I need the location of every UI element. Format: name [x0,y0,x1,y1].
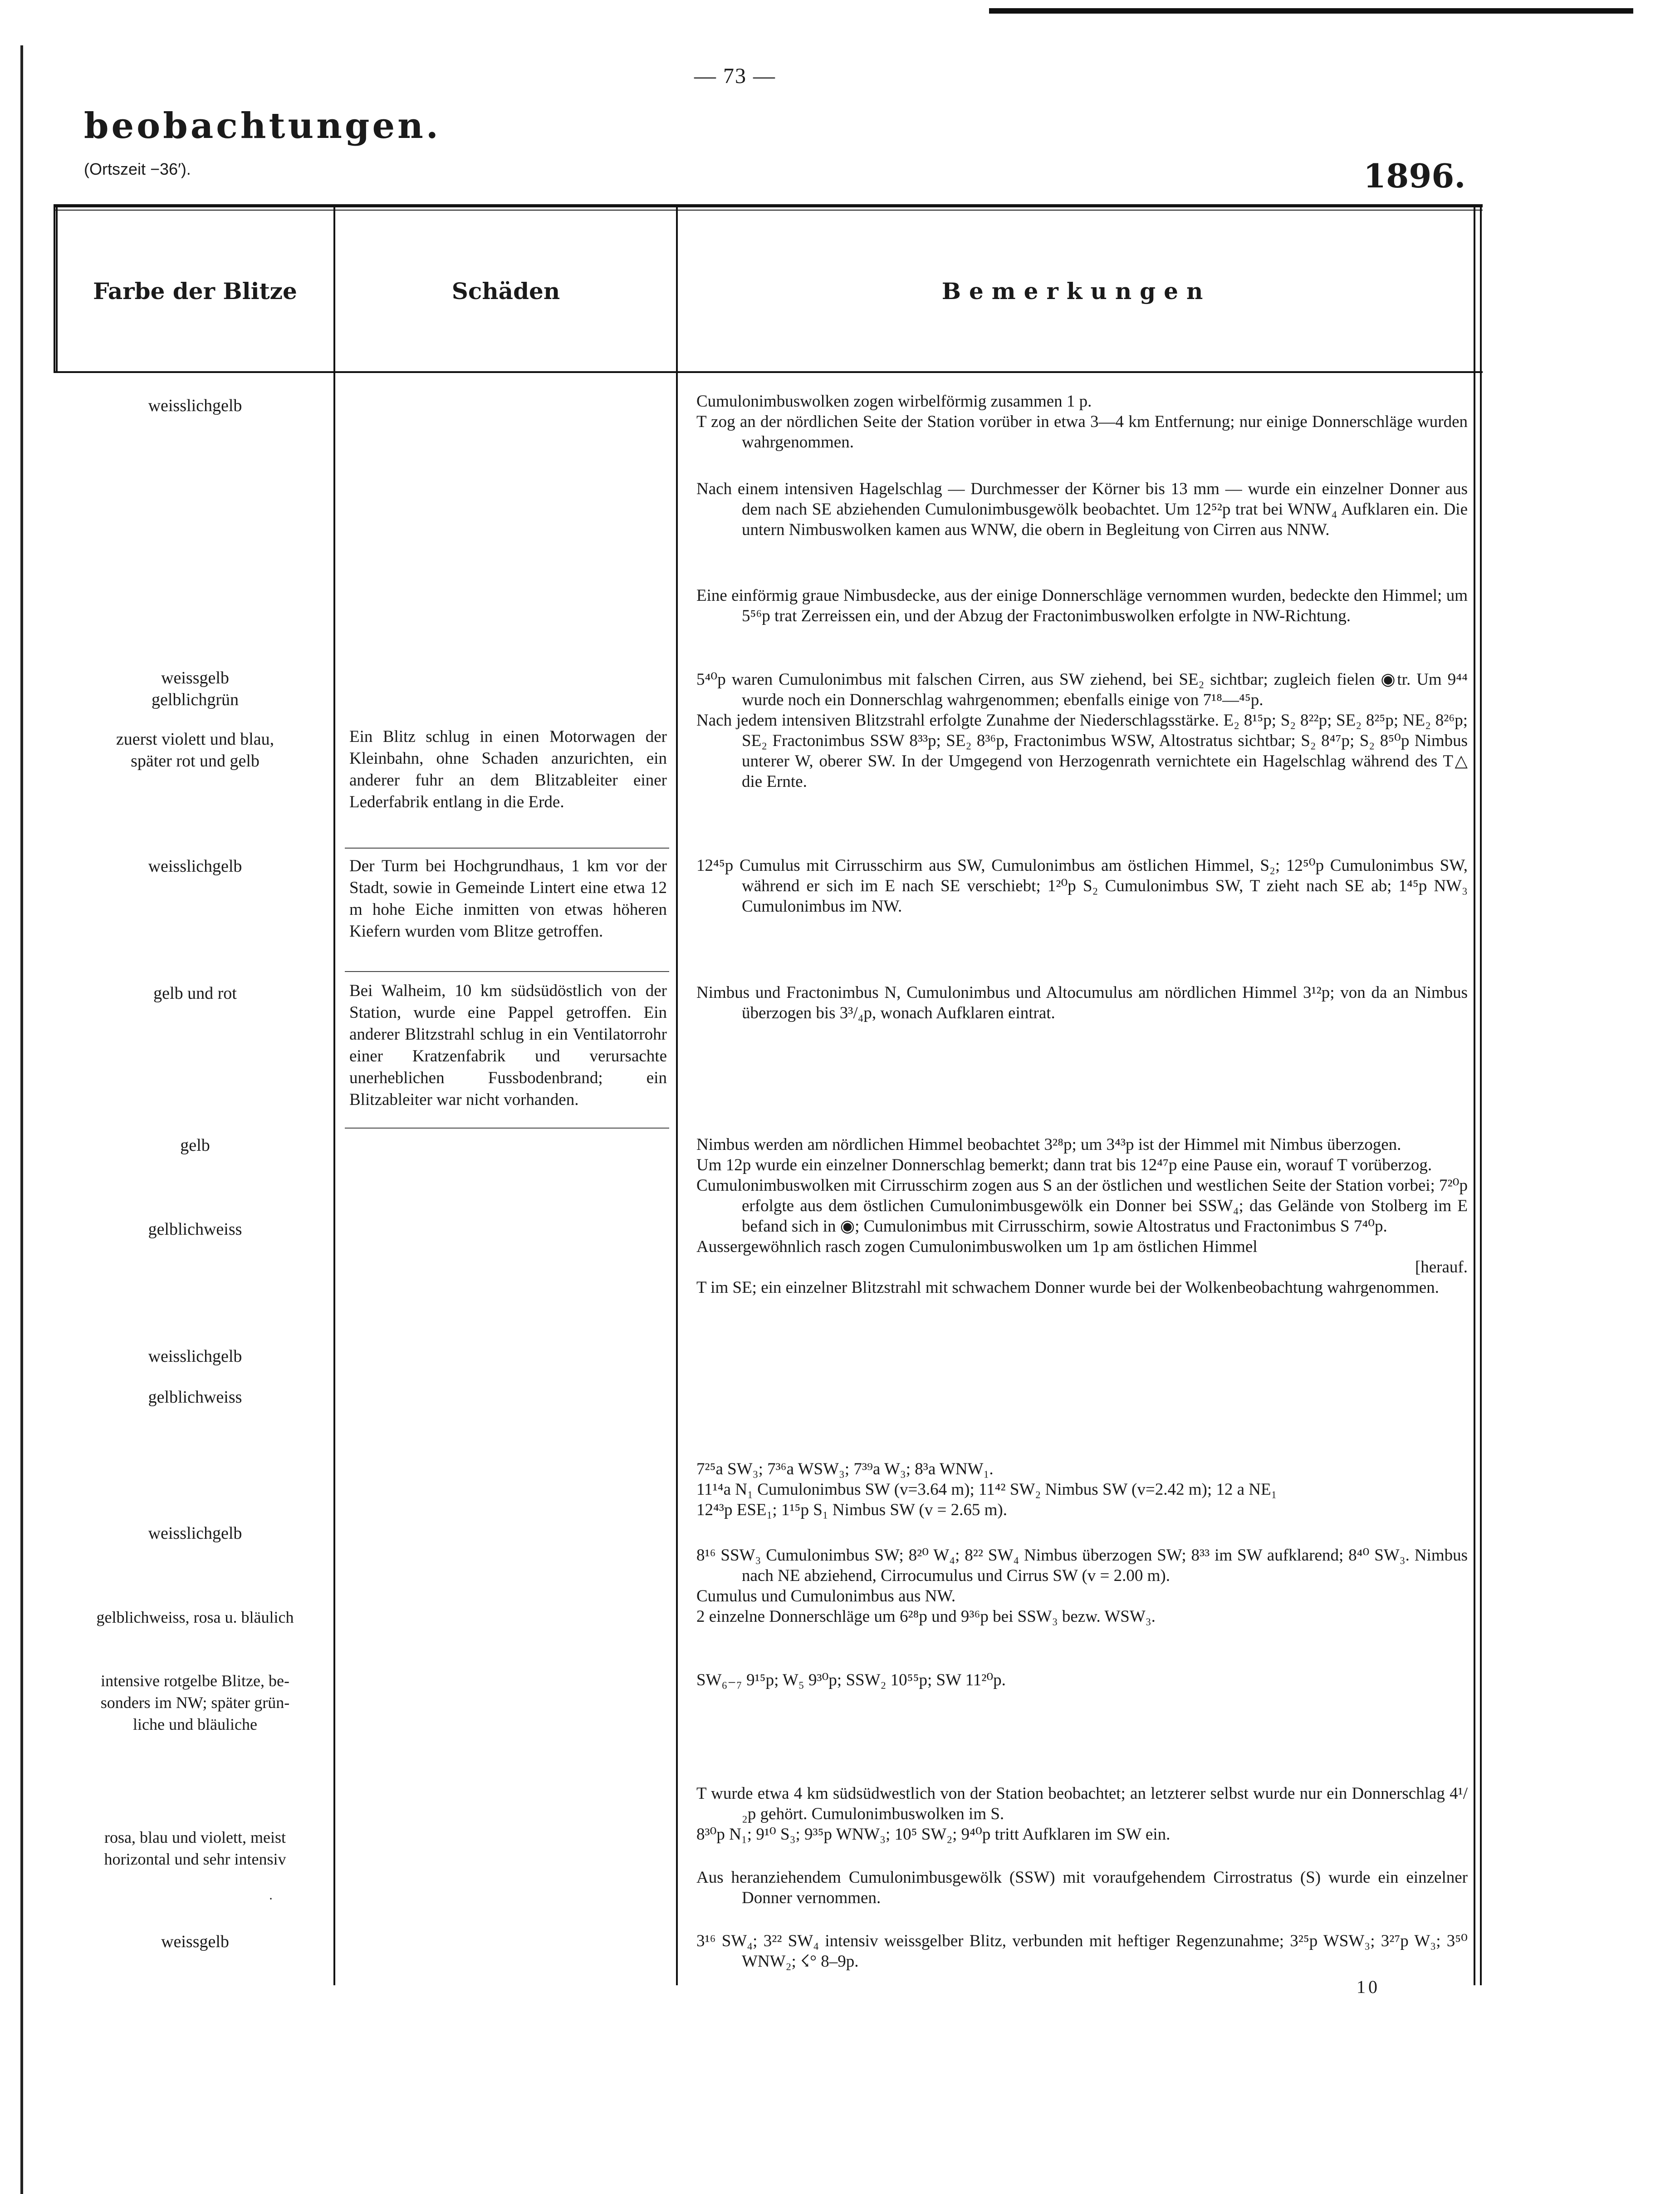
remark-line: Cumulonimbuswolken zogen wirbelförmig zusammen 1 p. [696,392,1092,411]
color-entry: weisslichgelb [148,1524,242,1543]
color-entry: weissgelb [161,1932,229,1951]
color-entry: sonders im NW; später grün- [100,1693,290,1712]
remark-line: Cumulus und Cumulonimbus aus NW. [696,1587,956,1605]
top-rule [989,8,1633,14]
table-header-rule [54,371,1483,373]
column-header-farbe: Farbe der Blitze [93,278,297,304]
table-top-rule [54,204,1483,207]
damage-entry: Ein Blitz schlug in einen Motorwagen der Kleinbahn, ohne Schaden anzurichten, ein anderer fuhr an dem Blitzableiter einer Lederfabrik entlang in die Erde. [349,727,667,811]
remark-block [696,585,1468,626]
remark-line: Aussergewöhnlich rasch zogen Cumulonimbuswolken um 1p am östlichen Himmel [696,1237,1258,1256]
remark-line: Nach jedem intensiven Blitzstrahl erfolgte Zunahme der Niederschlagsstärke. E₂ 8¹⁵p; S₂ 8²²p; SE₂ 8²⁵p; NE₂ 8²⁶p; SE₂ Fractonimbus SSW 8³³p; SE₂ 8³⁶p, Fractonimbus WSW, Altostratus sichtbar; S₂ 8⁴⁷p; S₂ 8⁵⁰p Nimbus unterer W, oberer SW. In der Umgegend von Herzogenrath vernichtete ein Hagelschlag während des T△ die Ernte. [696,711,1468,791]
remark-line: Nimbus werden am nördlichen Himmel beobachtet 3²⁸p; um 3⁴³p ist der Himmel mit Nimbus überzogen. [696,1135,1401,1154]
remark-line: Nimbus und Fractonimbus N, Cumulonimbus und Altocumulus am nördlichen Himmel 3¹²p; von da an Nimbus überzogen bis 3³/₄p, wonach Aufklaren eintrat. [696,983,1468,1022]
column-header-schaeden: Schäden [451,278,560,304]
remark-block [696,479,1468,540]
remark-line: Um 12p wurde ein einzelner Donnerschlag bemerkt; dann trat bis 12⁴⁷p eine Pause ein, worauf T vorüberzog. [696,1156,1432,1174]
column-divider-1 [333,206,335,1985]
remark-line: 11¹⁴a N₁ Cumulonimbus SW (v=3.64 m); 11⁴² SW₂ Nimbus SW (v=2.42 m); 12 a NE₁ [696,1480,1277,1499]
color-entry: liche und bläuliche [133,1715,257,1733]
sheet-number: 10 [1357,1977,1380,1997]
color-entry: gelblichgrün [151,690,239,709]
remark-block [696,1545,1468,1627]
remark-block [696,982,1468,1023]
remark-line: Nach einem intensiven Hagelschlag — Durchmesser der Körner bis 13 mm — wurde ein einzelner Donner aus dem nach SE abziehenden Cumulonimbusgewölk beobachtet. Um 12⁵²p trat bei WNW₄ Aufklaren ein. Die untern Nimbuswolken kamen aus WNW, die obern in Begleitung von Cirren aus NNW. [696,480,1468,539]
remark-line: Aus heranziehendem Cumulonimbusgewölk (SSW) mit voraufgehendem Cirrostratus (S) wurde ein einzelner Donner vernommen. [696,1868,1468,1907]
color-entry: weisslichgelb [148,1347,242,1366]
remark-line: 12⁴³p ESE₁; 1¹⁵p S₁ Nimbus SW (v = 2.65 m). [696,1501,1007,1519]
remark-block [696,1783,1468,1845]
color-entry: weissgelb [161,668,229,687]
remark-block [696,669,1468,792]
page-number: — 73 — [694,64,776,88]
remark-line: 8¹⁶ SSW₃ Cumulonimbus SW; 8²⁰ W₄; 8²² SW₄ Nimbus überzogen SW; 8³³ im SW aufklarend; 8⁴⁰ SW₃. Nimbus nach NE abziehend, Cirrocumulus und Cirrus SW (v = 2.00 m). [696,1546,1468,1585]
remark-line: 7²⁵a SW₃; 7³⁶a WSW₃; 7³⁹a W₃; 8³a WNW₁. [696,1460,994,1478]
damage-entry: Der Turm bei Hochgrundhaus, 1 km vor der Stadt, sowie in Gemeinde Lintert eine etwa 12 m hohe Eiche inmitten von etwas höheren Kiefern wurden vom Blitze getroffen. [349,857,667,941]
remark-line: Cumulonimbuswolken mit Cirrusschirm zogen aus S an der östlichen und westlichen Seite der Station vorbei; 7²⁰p erfolgte aus dem östlichen Cumulonimbusgewölk ein Donner bei SSW₄; das Gelände von Stolberg im E befand sich in ◉; Cumulonimbus mit Cirrusschirm, sowie Altostratus und Fractonimbus S 7⁴⁰p. [696,1176,1468,1236]
remark-line: 2 einzelne Donnerschläge um 6²⁸p und 9³⁶p bei SSW₃ bezw. WSW₃. [696,1607,1156,1626]
remark-line: Eine einförmig graue Nimbusdecke, aus der einige Donnerschläge vernommen wurden, bedeckte den Himmel; um 5⁵⁶p trat Zerreissen ein, und der Abzug der Fractonimbuswolken erfolgte in NW-Richtung. [696,586,1468,625]
remark-line: 3¹⁶ SW₄; 3²² SW₄ intensiv weissgelber Blitz, verbunden mit heftiger Regenzunahme; 3²⁵p WSW₃; 3²⁷p W₃; 3⁵⁰ WNW₂; ☇° 8–9p. [696,1932,1468,1971]
remark-line: T wurde etwa 4 km südsüdwestlich von der Station beobachtet; an letzterer selbst wurde nur ein Donnerschlag 4¹/₂p gehört. Cumulonimbuswolken im S. [696,1784,1468,1823]
table-right-border-outer [1480,206,1482,1985]
remark-block [696,1931,1468,1972]
table-left-border [54,206,55,372]
column-divider-2 [676,206,678,1985]
remark-block [696,1670,1468,1690]
color-entry: gelblichweiss [148,1388,242,1407]
remark-block [696,391,1468,452]
table-right-border [1474,206,1475,1985]
remark-line: T zog an der nördlichen Seite der Station vorüber in etwa 3—4 km Entfernung; nur einige Donnerschläge wurden wahrgenommen. [696,412,1468,452]
color-entry: gelblichweiss, rosa u. bläulich [96,1608,294,1626]
color-entry: später rot und gelb [131,751,260,771]
table-top-rule-inner [54,210,1483,211]
color-entry: intensive rotgelbe Blitze, be- [101,1672,289,1690]
color-entry: rosa, blau und violett, meist [104,1828,286,1846]
remark-block [696,855,1468,917]
damage-separator [345,848,669,849]
remark-block [696,1867,1468,1908]
color-entry: gelb [180,1136,210,1155]
color-entry: gelb und rot [153,984,237,1003]
color-entry: weisslichgelb [148,857,242,876]
color-entry: zuerst violett und blau, [116,730,274,749]
ortszeit-note: (Ortszeit −36′). [84,160,191,178]
damage-separator [345,1128,669,1129]
remark-line: [herauf. [1415,1258,1468,1276]
stray-mark: · [269,1891,273,1906]
color-entry: weisslichgelb [148,396,242,415]
damage-entry: Bei Walheim, 10 km südsüdöstlich von der Station, wurde eine Pappel getroffen. Ein anderer Blitzstrahl schlug in ein Ventilatorrohr einer Kratzenfabrik und verursachte unerheblichen Fussbodenbrand; ein Blitzableiter war nicht vorhanden. [349,982,667,1109]
remark-line: SW₆₋₇ 9¹⁵p; W₅ 9³⁰p; SSW₂ 10⁵⁵p; SW 11²⁰p. [696,1671,1006,1689]
color-entry: horizontal und sehr intensiv [104,1850,286,1868]
remark-line: 5⁴⁰p waren Cumulonimbus mit falschen Cirren, aus SW ziehend, bei SE₂ sichtbar; zugleich fielen ◉tr. Um 9⁴⁴ wurde noch ein Donnerschlag wahrgenommen; ebenfalls einige von 7¹⁸—⁴⁵p. [696,670,1468,709]
remark-line: T im SE; ein einzelner Blitzstrahl mit schwachem Donner wurde bei der Wolkenbeobachtung wahrgenommen. [696,1278,1439,1297]
color-entry: gelblichweiss [148,1220,242,1239]
remark-line: 12⁴⁵p Cumulus mit Cirrusschirm aus SW, Cumulonimbus am östlichen Himmel, S₂; 12⁵⁰p Cumulonimbus SW, während er sich im E nach SE verschiebt; 1²⁰p S₂ Cumulonimbus SW, T zieht nach SE ab; 1⁴⁵p NW₃ Cumulonimbus im NW. [696,856,1468,916]
remark-line: 8³⁰p N₁; 9¹⁰ S₃; 9³⁵p WNW₃; 10⁵ SW₂; 9⁴⁰p tritt Aufklaren im SW ein. [696,1825,1171,1844]
column-header-bemerkungen: Bemerkungen [941,278,1211,304]
year-label: 1896. [1363,157,1466,195]
remark-block [696,1459,1468,1520]
damage-separator [345,971,669,972]
page-title: beobachtungen. [84,105,441,147]
margin-line [20,45,23,2194]
remark-block [696,1134,1468,1298]
